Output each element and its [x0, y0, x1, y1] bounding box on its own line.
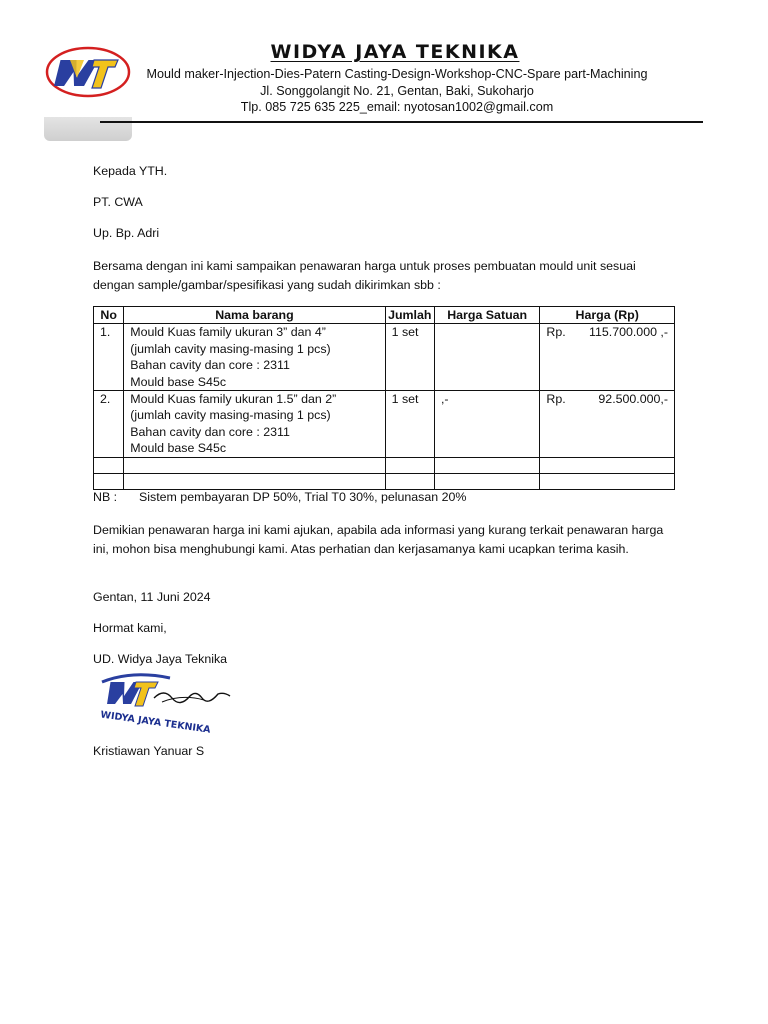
item-name: Mould Kuas family ukuran 1.5” dan 2”: [130, 392, 337, 407]
item-cavity: (jumlah cavity masing-masing 1 pcs): [130, 408, 331, 423]
item-mould-base: Mould base S45c: [130, 441, 227, 456]
recipient-salutation: Kepada YTH.: [93, 164, 168, 178]
header-divider: [100, 121, 703, 123]
item-cavity: (jumlah cavity masing-masing 1 pcs): [130, 341, 331, 356]
company-name: WIDYA JAYA TEKNIKA: [270, 41, 520, 63]
header-item-name: Nama barang: [124, 307, 385, 324]
recipient-attention: Up. Bp. Adri: [93, 226, 160, 240]
table-row: [94, 324, 675, 391]
price-amount: 115.700.000 ,-: [589, 325, 668, 340]
company-address: Jl. Songgolangit No. 21, Gentan, Baki, Sukoharjo: [260, 84, 534, 98]
item-mould-base: Mould base S45c: [130, 374, 227, 389]
regards: Hormat kami,: [93, 621, 167, 635]
empty-table-row: [94, 473, 675, 489]
item-name: Mould Kuas family ukuran 3” dan 4”: [130, 325, 326, 340]
item-material: Bahan cavity dan core : 2311: [130, 424, 290, 439]
item-unit-price: [434, 324, 539, 391]
currency-label: Rp.: [546, 325, 566, 340]
item-price: [540, 391, 675, 458]
item-description: [124, 391, 385, 458]
recipient-company: PT. CWA: [93, 195, 143, 209]
signer-company: UD. Widya Jaya Teknika: [93, 652, 228, 666]
header-unit-price: Harga Satuan: [434, 307, 539, 324]
wjt-logo-icon: [44, 30, 132, 120]
item-price: [540, 324, 675, 391]
company-logo: [44, 30, 132, 140]
table-header-row: [94, 307, 675, 324]
payment-terms-note: Sistem pembayaran DP 50%, Trial T0 30%, pelunasan 20%: [139, 490, 467, 504]
price-amount: 92.500.000,-: [598, 392, 668, 407]
empty-table-row: [94, 457, 675, 473]
item-quantity: 1 set: [385, 391, 434, 458]
row-number: 1.: [94, 324, 124, 391]
item-material: Bahan cavity dan core : 2311: [130, 358, 290, 373]
currency-label: Rp.: [546, 392, 566, 407]
header-no: No: [94, 307, 124, 324]
item-unit-price: ,-: [434, 391, 539, 458]
letter-date: Gentan, 11 Juni 2024: [93, 590, 211, 604]
header-price: Harga (Rp): [540, 307, 675, 324]
company-stamp-signature: [92, 668, 234, 740]
stamp-logo-icon: [92, 668, 234, 740]
company-contact: Tlp. 085 725 635 225_email: nyotosan1002@gmail.com: [240, 100, 554, 114]
row-number: 2.: [94, 391, 124, 458]
stamp-text: WIDYA JAYA TEKNIKA: [99, 709, 212, 736]
quotation-table: [93, 306, 675, 490]
closing-paragraph: Demikian penawaran harga ini kami ajukan, apabila ada informasi yang kurang terkait penawaran harga ini, mohon bisa menghubungi kami. Atas perhatian dan kerjasamanya kami ucapkan terima kasih.: [93, 523, 664, 556]
item-description: [124, 324, 385, 391]
table-row: [94, 391, 675, 458]
company-tagline: Mould maker-Injection-Dies-Patern Casting-Design-Workshop-CNC-Spare part-Machining: [146, 67, 648, 81]
item-quantity: 1 set: [385, 324, 434, 391]
intro-paragraph: Bersama dengan ini kami sampaikan penawaran harga untuk proses pembuatan mould unit sesuai dengan sample/gambar/spesifikasi yang sudah dikirimkan sbb :: [93, 259, 636, 292]
note-label: NB :: [93, 490, 118, 504]
header-quantity: Jumlah: [385, 307, 434, 324]
signer-name: Kristiawan Yanuar S: [93, 744, 205, 758]
